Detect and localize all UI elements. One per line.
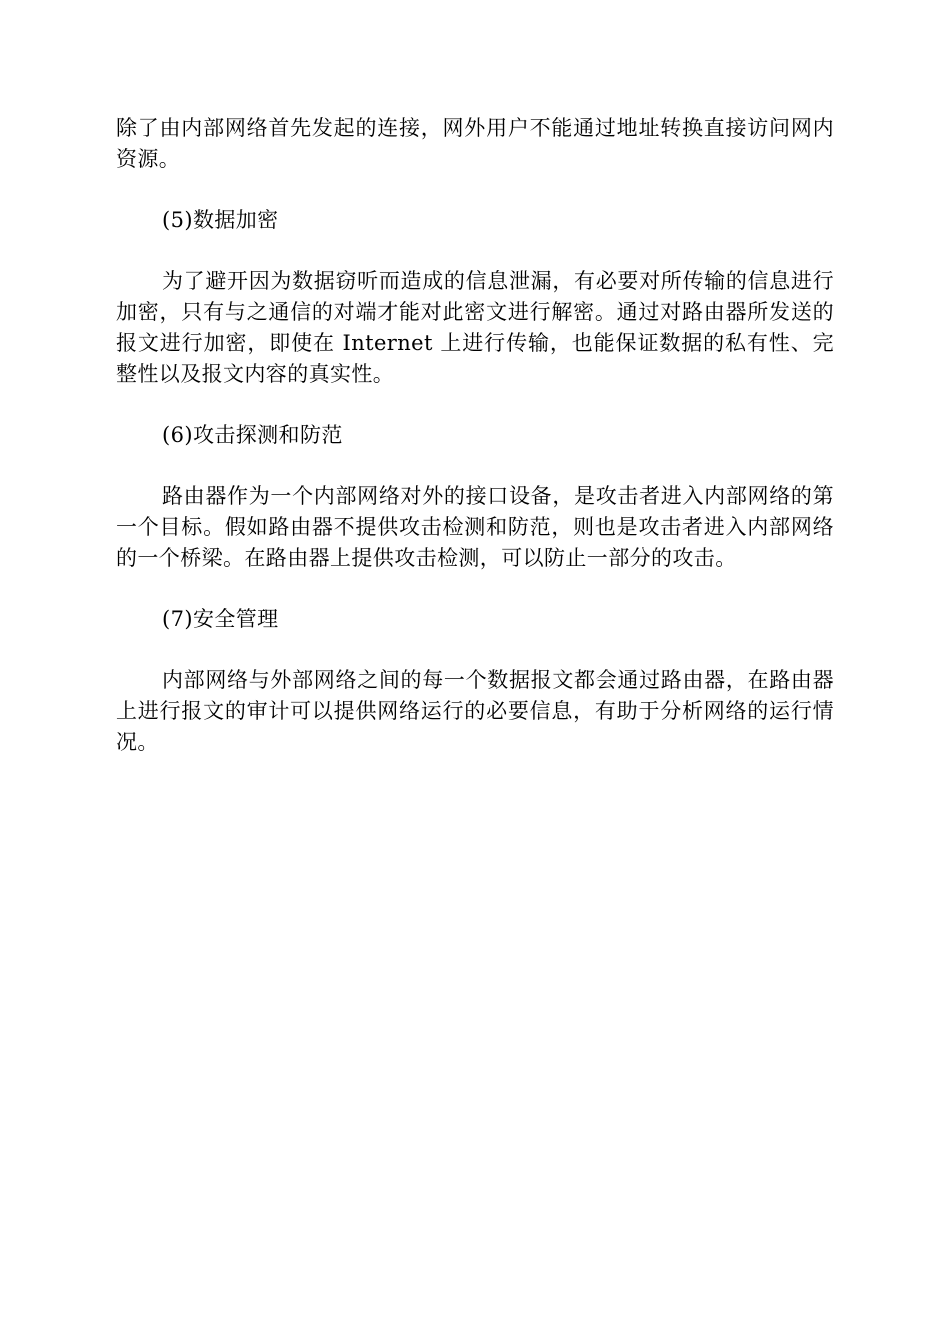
paragraph-nat-intro: 除了由内部网络首先发起的连接，网外用户不能通过地址转换直接访问网内资源。	[116, 116, 834, 171]
heading-security-management: (7)安全管理	[162, 607, 279, 631]
heading-data-encryption: (5)数据加密	[162, 208, 279, 232]
heading-attack-detection: (6)攻击探测和防范	[162, 423, 343, 447]
paragraph-attack-detection: 路由器作为一个内部网络对外的接口设备，是攻击者进入内部网络的第一个目标。假如路由器不提供攻击检测和防范，则也是攻击者进入内部网络的一个桥梁。在路由器上提供攻击检测，可以防止一部分的攻击。	[116, 484, 834, 570]
document-body	[116, 113, 834, 788]
paragraph-data-encryption: 为了避开因为数据窃听而造成的信息泄漏，有必要对所传输的信息进行加密，只有与之通信的对端才能对此密文进行解密。通过对路由器所发送的报文进行加密，即使在 Internet 上进行传输，也能保证数据的私有性、完整性以及报文内容的真实性。	[116, 269, 834, 386]
paragraph-security-management: 内部网络与外部网络之间的每一个数据报文都会通过路由器，在路由器上进行报文的审计可以提供网络运行的必要信息，有助于分析网络的运行情况。	[116, 668, 834, 754]
